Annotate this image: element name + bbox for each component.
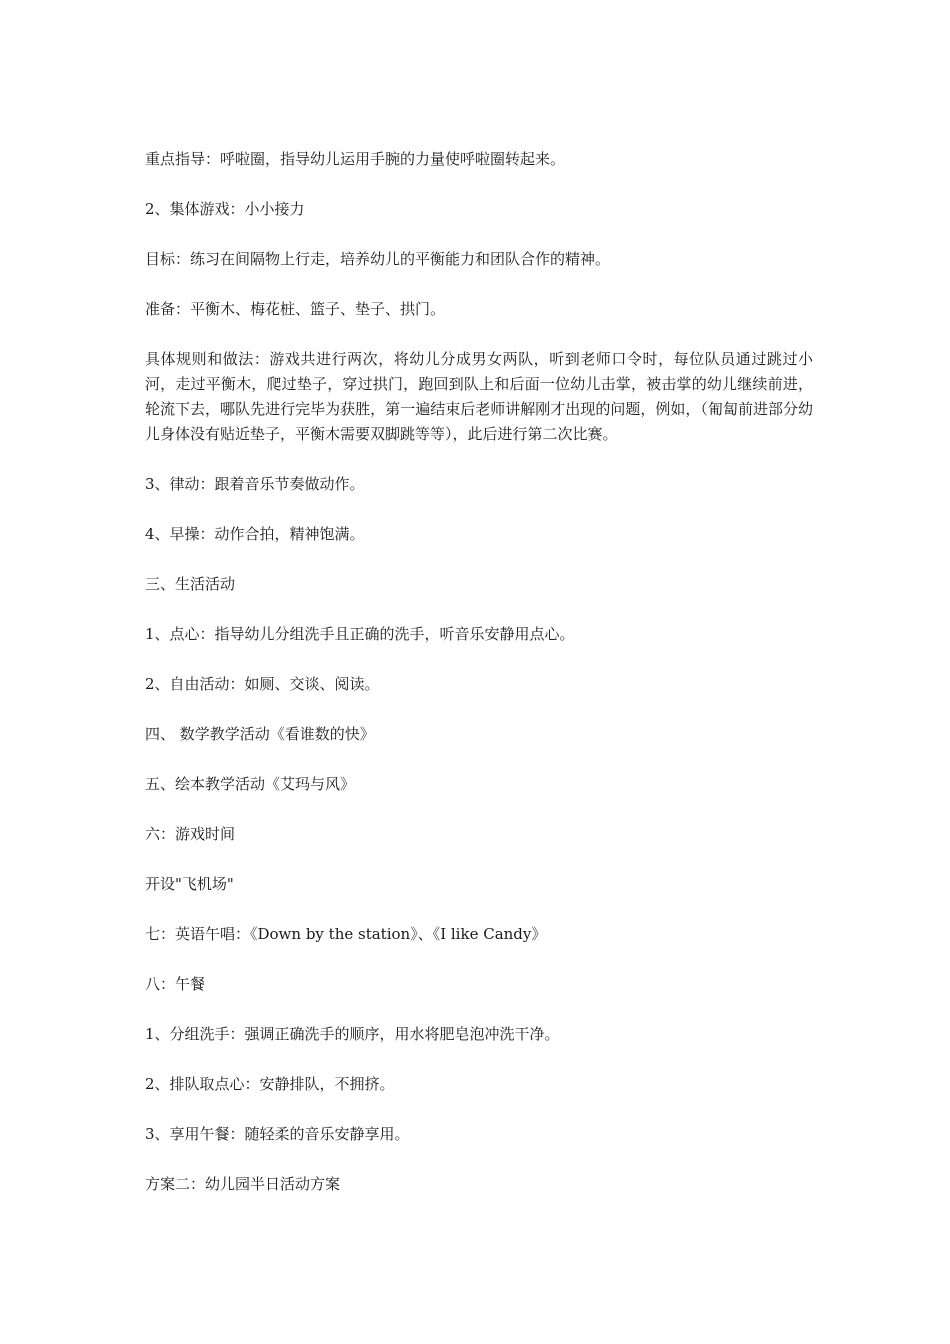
paragraph-preparation: 准备：平衡木、梅花桩、篮子、垫子、拱门。: [145, 300, 446, 318]
paragraph-queue: 2、排队取点心：安静排队，不拥挤。: [145, 1075, 395, 1093]
paragraph-morning-exercise: 4、早操：动作合拍，精神饱满。: [145, 525, 365, 543]
paragraph-hand-washing: 1、分组洗手：强调正确洗手的顺序，用水将肥皂泡冲洗干净。: [145, 1025, 560, 1043]
paragraph-rules: 具体规则和做法：游戏共进行两次，将幼儿分成男女两队，听到老师口令时，每位队员通过跳过小河，走过平衡木，爬过垫子，穿过拱门，跑回到队上和后面一位幼儿击掌，被击掌的幼儿继续前进，轮流下去，哪队先进行完毕为获胜，第一遍结束后老师讲解刚才出现的问题，例如，（匍匐前进部分幼儿身体没有贴近垫子，平衡木需要双脚跳等等），此后进行第二次比赛。: [145, 350, 813, 443]
section-heading-daily-life: 三、生活活动: [145, 575, 236, 593]
paragraph-snack: 1、点心：指导幼儿分组洗手且正确的洗手，听音乐安静用点心。: [145, 625, 575, 643]
paragraph-group-game-title: 2、集体游戏：小小接力: [145, 200, 305, 218]
paragraph-enjoy-lunch: 3、享用午餐：随轻柔的音乐安静享用。: [145, 1125, 410, 1143]
section-heading-plan-two: 方案二：幼儿园半日活动方案: [145, 1175, 341, 1193]
section-heading-picture-book: 五、绘本教学活动《艾玛与风》: [145, 775, 356, 793]
section-heading-english-song: 七：英语午唱：《Down by the station》、《I like Candy》: [145, 925, 547, 943]
paragraph-rhythm: 3、律动：跟着音乐节奏做动作。: [145, 475, 365, 493]
section-heading-game-time: 六：游戏时间: [145, 825, 236, 843]
section-heading-math: 四、 数学教学活动《看谁数的快》: [145, 725, 375, 743]
paragraph-goal: 目标：练习在间隔物上行走，培养幼儿的平衡能力和团队合作的精神。: [145, 250, 611, 268]
section-heading-lunch: 八：午餐: [145, 975, 206, 993]
paragraph-airport: 开设"飞机场": [145, 875, 234, 893]
paragraph-key-guidance: 重点指导：呼啦圈，指导幼儿运用手腕的力量使呼啦圈转起来。: [145, 150, 566, 168]
paragraph-free-activity: 2、自由活动：如厕、交谈、阅读。: [145, 675, 380, 693]
document-body: [145, 147, 813, 1222]
